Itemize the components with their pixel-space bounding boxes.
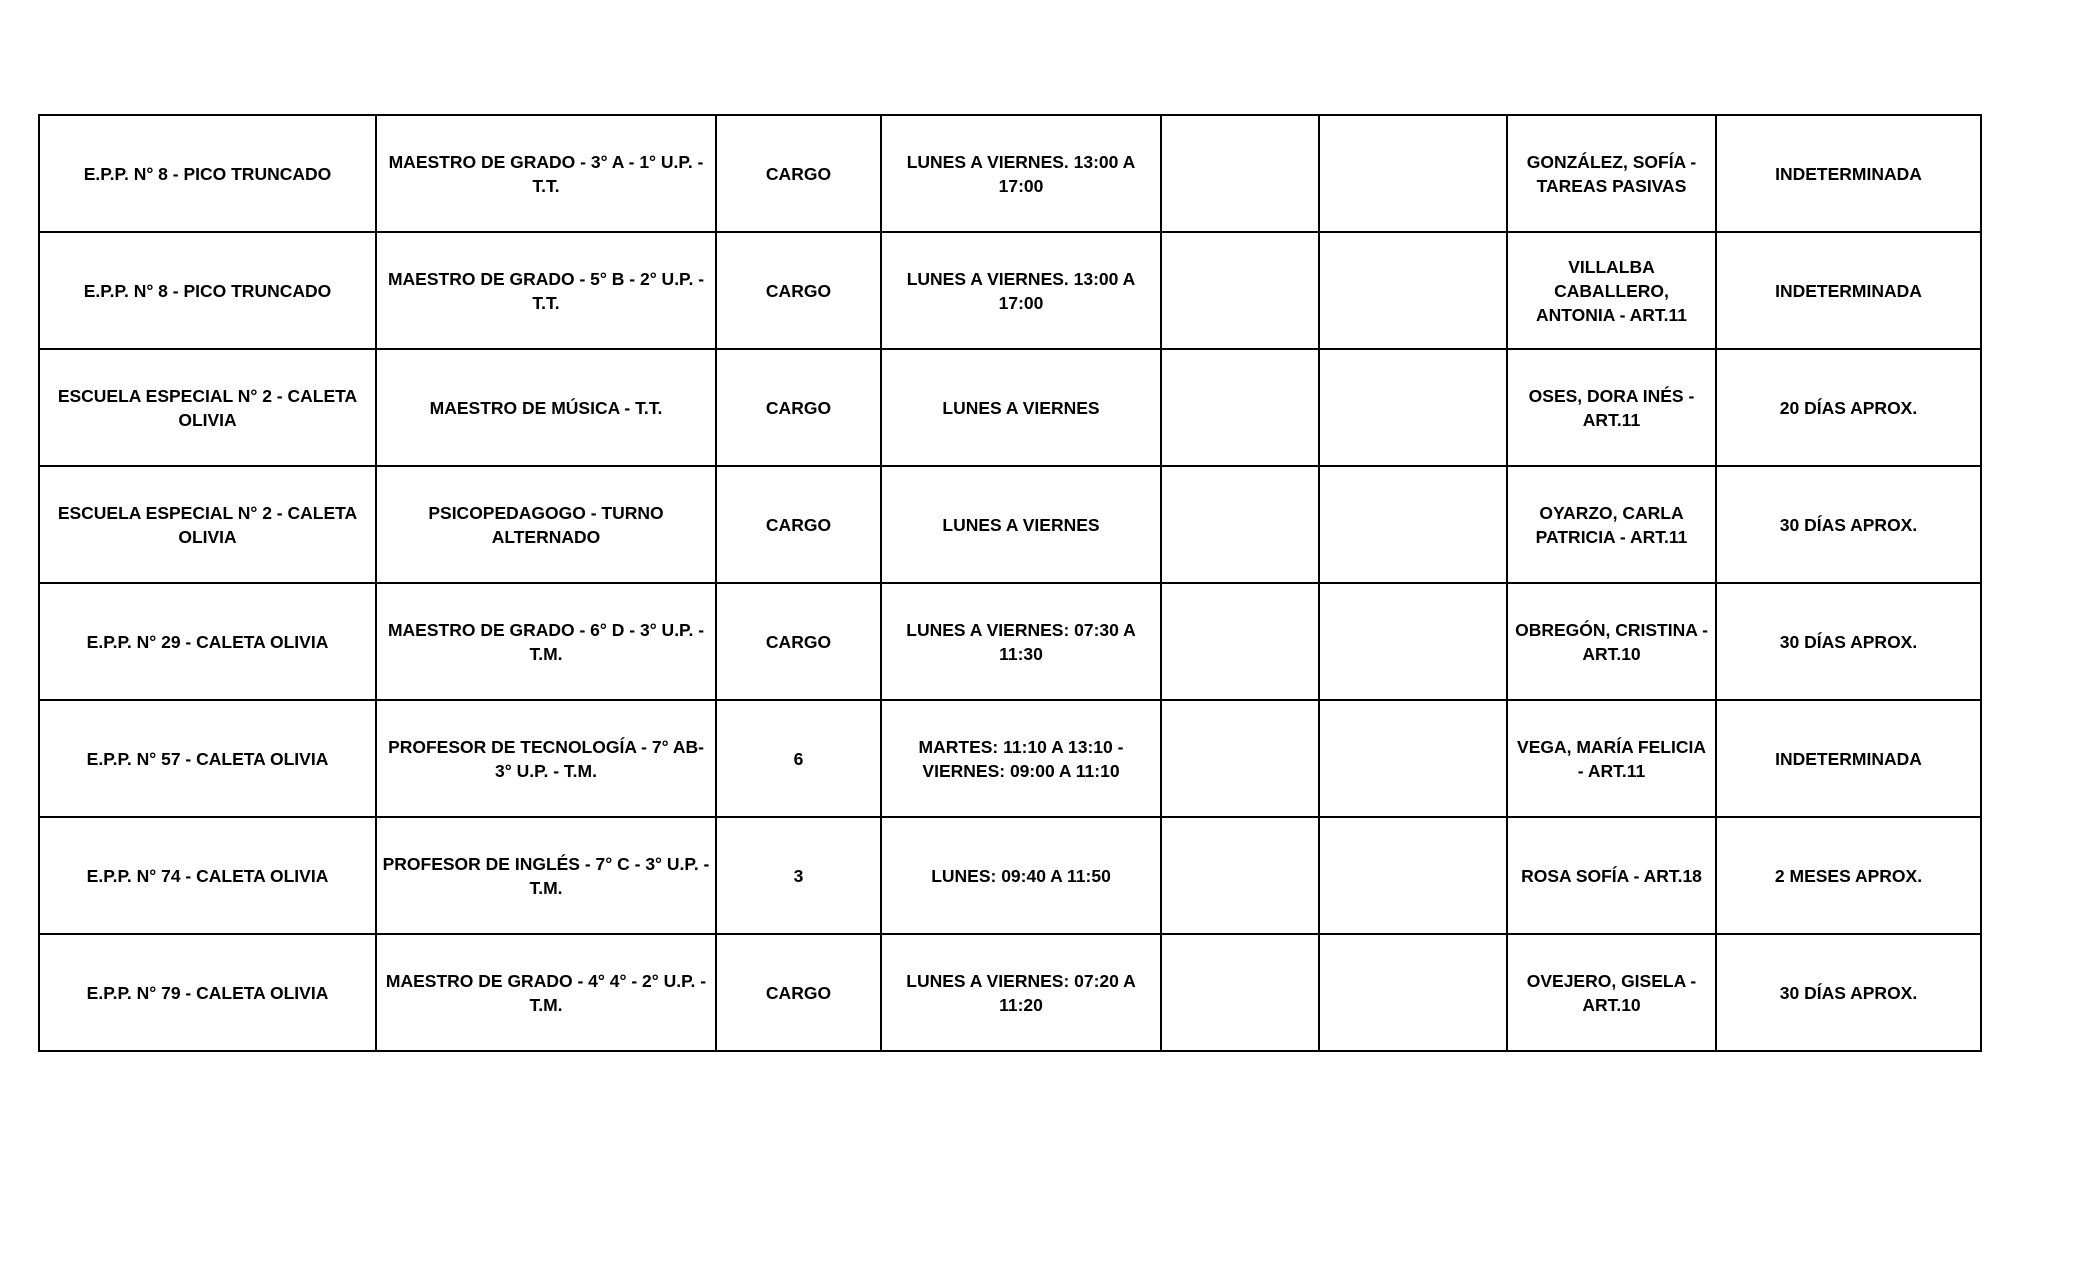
position-cell: PSICOPEDAGOGO - TURNO ALTERNADO (376, 466, 716, 583)
empty-cell (1319, 817, 1507, 934)
schedule-cell: LUNES A VIERNES (881, 349, 1161, 466)
schedule-cell: LUNES A VIERNES: 07:20 A 11:20 (881, 934, 1161, 1051)
school-cell: E.P.P. N° 74 - CALETA OLIVIA (39, 817, 376, 934)
hours-cell: CARGO (716, 466, 881, 583)
holder-cell: OSES, DORA INÉS - ART.11 (1507, 349, 1716, 466)
school-cell: ESCUELA ESPECIAL N° 2 - CALETA OLIVIA (39, 466, 376, 583)
table-row (39, 349, 1981, 466)
duration-cell: 2 MESES APROX. (1716, 817, 1981, 934)
table-row (39, 934, 1981, 1051)
school-cell: ESCUELA ESPECIAL N° 2 - CALETA OLIVIA (39, 349, 376, 466)
position-cell: PROFESOR DE TECNOLOGÍA - 7° AB- 3° U.P. - T.M. (376, 700, 716, 817)
holder-cell: VEGA, MARÍA FELICIA - ART.11 (1507, 700, 1716, 817)
schedule-cell: LUNES A VIERNES. 13:00 A 17:00 (881, 115, 1161, 232)
position-cell: MAESTRO DE GRADO - 4° 4° - 2° U.P. - T.M. (376, 934, 716, 1051)
position-cell: MAESTRO DE GRADO - 6° D - 3° U.P. - T.M. (376, 583, 716, 700)
school-cell: E.P.P. N° 57 - CALETA OLIVIA (39, 700, 376, 817)
holder-cell: OYARZO, CARLA PATRICIA - ART.11 (1507, 466, 1716, 583)
empty-cell (1161, 232, 1319, 349)
schedule-cell: MARTES: 11:10 A 13:10 - VIERNES: 09:00 A 11:10 (881, 700, 1161, 817)
hours-cell: 3 (716, 817, 881, 934)
duration-cell: INDETERMINADA (1716, 700, 1981, 817)
empty-cell (1319, 466, 1507, 583)
hours-cell: CARGO (716, 115, 881, 232)
school-cell: E.P.P. N° 8 - PICO TRUNCADO (39, 232, 376, 349)
holder-cell: ROSA SOFÍA - ART.18 (1507, 817, 1716, 934)
position-cell: MAESTRO DE GRADO - 3° A - 1° U.P. - T.T. (376, 115, 716, 232)
empty-cell (1161, 700, 1319, 817)
table-row (39, 115, 1981, 232)
table-row (39, 583, 1981, 700)
duration-cell: INDETERMINADA (1716, 232, 1981, 349)
school-cell: E.P.P. N° 29 - CALETA OLIVIA (39, 583, 376, 700)
empty-cell (1161, 115, 1319, 232)
table-row (39, 466, 1981, 583)
duration-cell: 30 DÍAS APROX. (1716, 583, 1981, 700)
empty-cell (1161, 466, 1319, 583)
school-cell: E.P.P. N° 79 - CALETA OLIVIA (39, 934, 376, 1051)
duration-cell: 30 DÍAS APROX. (1716, 934, 1981, 1051)
vacancies-table (38, 114, 1982, 1052)
table-row (39, 232, 1981, 349)
empty-cell (1319, 349, 1507, 466)
empty-cell (1319, 115, 1507, 232)
position-cell: MAESTRO DE MÚSICA - T.T. (376, 349, 716, 466)
empty-cell (1319, 583, 1507, 700)
holder-cell: OVEJERO, GISELA - ART.10 (1507, 934, 1716, 1051)
empty-cell (1319, 700, 1507, 817)
holder-cell: OBREGÓN, CRISTINA - ART.10 (1507, 583, 1716, 700)
duration-cell: 30 DÍAS APROX. (1716, 466, 1981, 583)
schedule-cell: LUNES: 09:40 A 11:50 (881, 817, 1161, 934)
empty-cell (1319, 232, 1507, 349)
hours-cell: CARGO (716, 934, 881, 1051)
empty-cell (1161, 817, 1319, 934)
position-cell: MAESTRO DE GRADO - 5° B - 2° U.P. - T.T. (376, 232, 716, 349)
hours-cell: CARGO (716, 349, 881, 466)
vacancies-sheet (38, 114, 1982, 1052)
empty-cell (1319, 934, 1507, 1051)
duration-cell: INDETERMINADA (1716, 115, 1981, 232)
schedule-cell: LUNES A VIERNES: 07:30 A 11:30 (881, 583, 1161, 700)
duration-cell: 20 DÍAS APROX. (1716, 349, 1981, 466)
hours-cell: CARGO (716, 232, 881, 349)
schedule-cell: LUNES A VIERNES. 13:00 A 17:00 (881, 232, 1161, 349)
position-cell: PROFESOR DE INGLÉS - 7° C - 3° U.P. - T.M. (376, 817, 716, 934)
holder-cell: VILLALBA CABALLERO, ANTONIA - ART.11 (1507, 232, 1716, 349)
empty-cell (1161, 934, 1319, 1051)
empty-cell (1161, 349, 1319, 466)
school-cell: E.P.P. N° 8 - PICO TRUNCADO (39, 115, 376, 232)
table-row (39, 817, 1981, 934)
holder-cell: GONZÁLEZ, SOFÍA - TAREAS PASIVAS (1507, 115, 1716, 232)
schedule-cell: LUNES A VIERNES (881, 466, 1161, 583)
table-row (39, 700, 1981, 817)
hours-cell: CARGO (716, 583, 881, 700)
hours-cell: 6 (716, 700, 881, 817)
empty-cell (1161, 583, 1319, 700)
